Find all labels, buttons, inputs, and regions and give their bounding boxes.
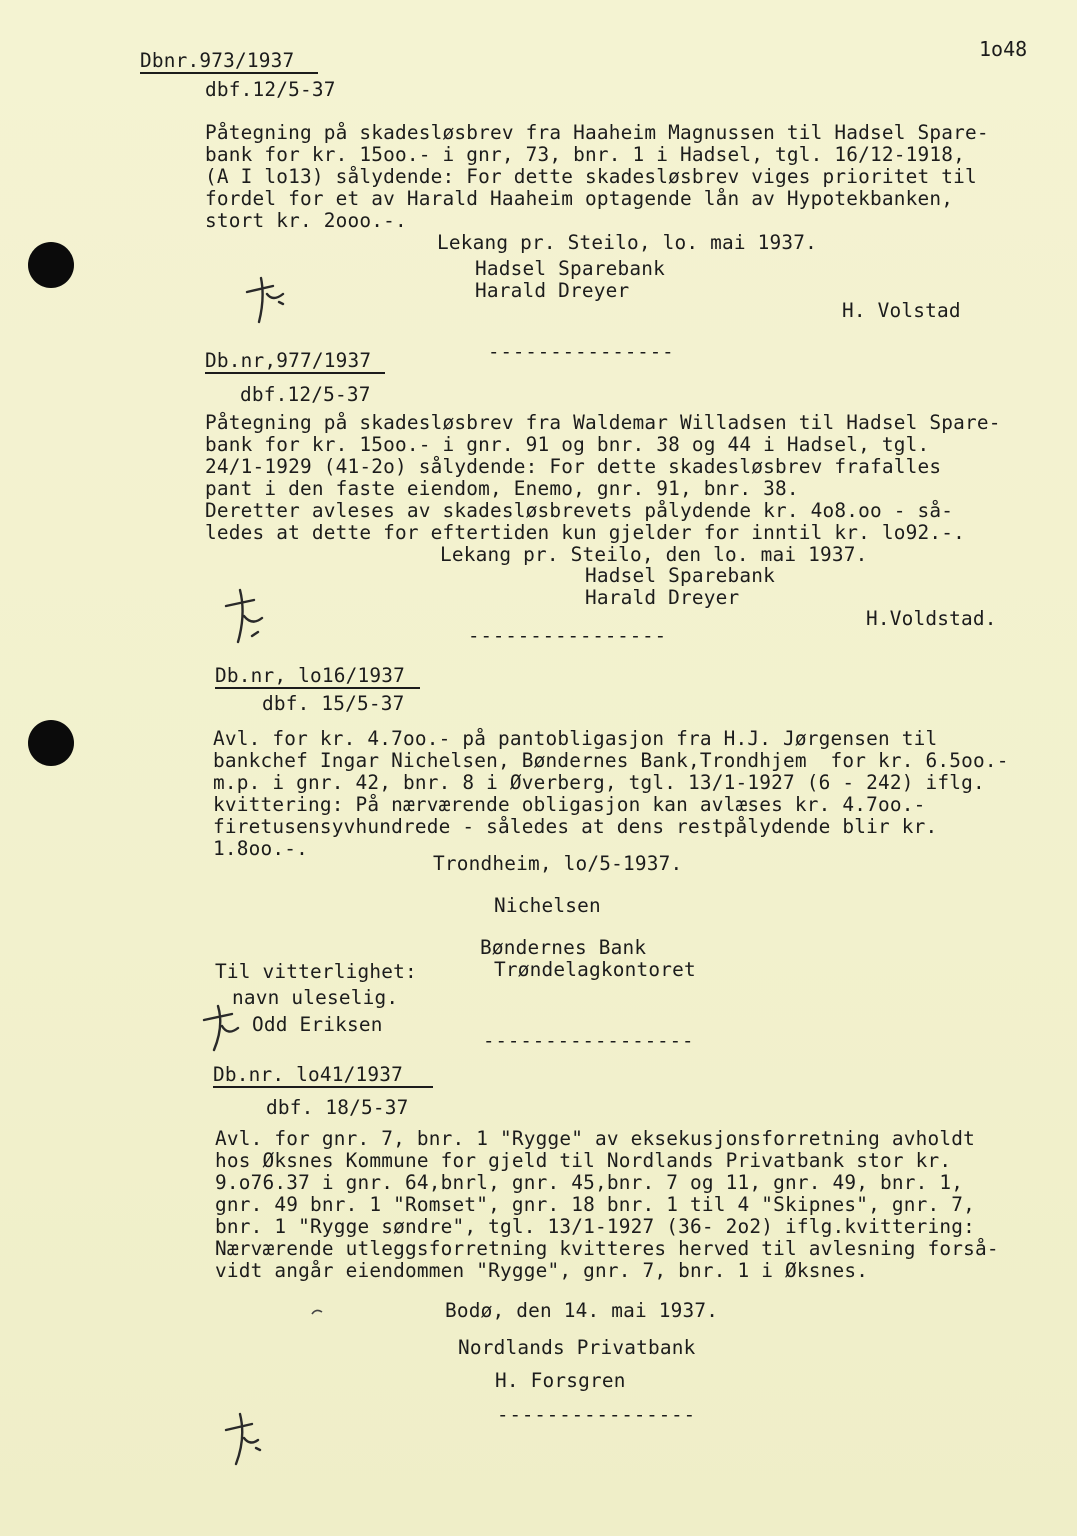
body-line: bnr. 1 "Rygge søndre", tgl. 13/1-1927 (36- 2o2) iflg.kvittering: <box>215 1215 975 1238</box>
bank-line: Bøndernes Bank <box>480 936 647 959</box>
body-line: gnr. 49 bnr. 1 "Romset", gnr. 18 bnr. 1 til 4 "Skipnes", gnr. 7, <box>215 1193 975 1216</box>
body-line: vidt angår eiendommen "Rygge", gnr. 7, bnr. 1 i Øksnes. <box>215 1259 869 1282</box>
body-line: Avl. for kr. 4.7oo.- på pantobligasjon fra H.J. Jørgensen til <box>213 727 938 750</box>
body-line: kvittering: På nærværende obligasjon kan avlæses kr. 4.7oo.- <box>213 793 926 816</box>
body-line: 24/1-1929 (41-2o) sålydende: For dette skadesløsbrev frafalles <box>205 455 942 478</box>
right-signature: H. Volstad <box>842 299 961 322</box>
signature-line: Harald Dreyer <box>475 279 630 302</box>
bank-line: Trøndelagkontoret <box>494 958 696 981</box>
body-line: (A I lo13) sålydende: For dette skadesløsbrev viges prioritet til <box>205 165 977 188</box>
place-date: Lekang pr. Steilo, den lo. mai 1937. <box>440 543 868 566</box>
punch-hole-top <box>28 242 74 288</box>
body-line: Påtegning på skadesløsbrev fra Waldemar Willadsen til Hadsel Spare- <box>205 411 1001 434</box>
handwritten-initial-mark <box>222 586 268 646</box>
heading-underline <box>140 72 318 74</box>
separator-line: --------------- <box>488 341 675 363</box>
entry-heading: Db.nr,977/1937 <box>205 349 372 372</box>
body-line: 9.o76.37 i gnr. 64,bnrl, gnr. 45,bnr. 7 og 11, gnr. 49, bnr. 1, <box>215 1171 964 1194</box>
heading-underline <box>213 1086 433 1088</box>
body-line: bank for kr. 15oo.- i gnr, 73, bnr. 1 i Hadsel, tgl. 16/12-1918, <box>205 143 965 166</box>
body-line: ledes at dette for eftertiden kun gjelder for inntil kr. lo92.-. <box>205 521 965 544</box>
handwritten-tick-mark <box>310 1306 324 1318</box>
right-signature: H.Voldstad. <box>866 607 997 630</box>
place-date: Bodø, den 14. mai 1937. <box>445 1299 719 1322</box>
body-line: Avl. for gnr. 7, bnr. 1 "Rygge" av eksekusjonsforretning avholdt <box>215 1127 975 1150</box>
signer-name: Nichelsen <box>494 894 601 917</box>
entry-dbf: dbf. 18/5-37 <box>266 1096 409 1119</box>
place-date: Trondheim, lo/5-1937. <box>433 852 683 875</box>
page-number: 1o48 <box>979 37 1028 61</box>
body-line: fordel for et av Harald Haaheim optagende lån av Hypotekbanken, <box>205 187 954 210</box>
body-line: stort kr. 2ooo.-. <box>205 209 407 232</box>
witness-line: navn uleselig. <box>232 986 399 1009</box>
signature-line: H. Forsgren <box>495 1369 626 1392</box>
entry-dbf: dbf.12/5-37 <box>205 78 336 101</box>
signature-line: Hadsel Sparebank <box>585 564 775 587</box>
separator-line: ---------------- <box>468 625 668 647</box>
heading-underline <box>205 372 385 374</box>
entry-heading: Db.nr, lo16/1937 <box>215 664 405 687</box>
body-line: m.p. i gnr. 42, bnr. 8 i Øverberg, tgl. 13/1-1927 (6 - 242) iflg. <box>213 771 985 794</box>
handwritten-initial-mark <box>200 1002 244 1054</box>
entry-dbf: dbf.12/5-37 <box>240 383 371 406</box>
body-line: 1.8oo.-. <box>213 837 308 860</box>
handwritten-initial-mark <box>243 272 289 326</box>
body-line: Deretter avleses av skadesløsbrevets pålydende kr. 4o8.oo - så- <box>205 499 954 522</box>
signature-line: Hadsel Sparebank <box>475 257 665 280</box>
separator-line: ---------------- <box>497 1404 697 1426</box>
handwritten-initial-mark <box>222 1410 266 1468</box>
place-date: Lekang pr. Steilo, lo. mai 1937. <box>437 231 817 254</box>
entry-dbf: dbf. 15/5-37 <box>262 692 405 715</box>
body-line: bankchef Ingar Nichelsen, Bøndernes Bank,Trondhjem for kr. 6.5oo.- <box>213 749 1009 772</box>
body-line: pant i den faste eiendom, Enemo, gnr. 91, bnr. 38. <box>205 477 799 500</box>
entry-heading: Dbnr.973/1937 <box>140 49 295 72</box>
separator-line: ----------------- <box>483 1030 695 1052</box>
punch-hole-bottom <box>28 720 74 766</box>
witness-line: Odd Eriksen <box>252 1013 383 1036</box>
heading-underline <box>215 687 420 689</box>
signature-line: Nordlands Privatbank <box>458 1336 696 1359</box>
body-line: bank for kr. 15oo.- i gnr. 91 og bnr. 38 og 44 i Hadsel, tgl. <box>205 433 930 456</box>
body-line: Nærværende utleggsforretning kvitteres herved til avlesning forså- <box>215 1237 999 1260</box>
signature-line: Harald Dreyer <box>585 586 740 609</box>
entry-heading: Db.nr. lo41/1937 <box>213 1063 403 1086</box>
body-line: hos Øksnes Kommune for gjeld til Nordlands Privatbank stor kr. <box>215 1149 952 1172</box>
body-line: Påtegning på skadesløsbrev fra Haaheim Magnussen til Hadsel Spare- <box>205 121 989 144</box>
body-line: firetusensyvhundrede - således at dens restpålydende blir kr. <box>213 815 938 838</box>
witness-line: Til vitterlighet: <box>215 960 417 983</box>
